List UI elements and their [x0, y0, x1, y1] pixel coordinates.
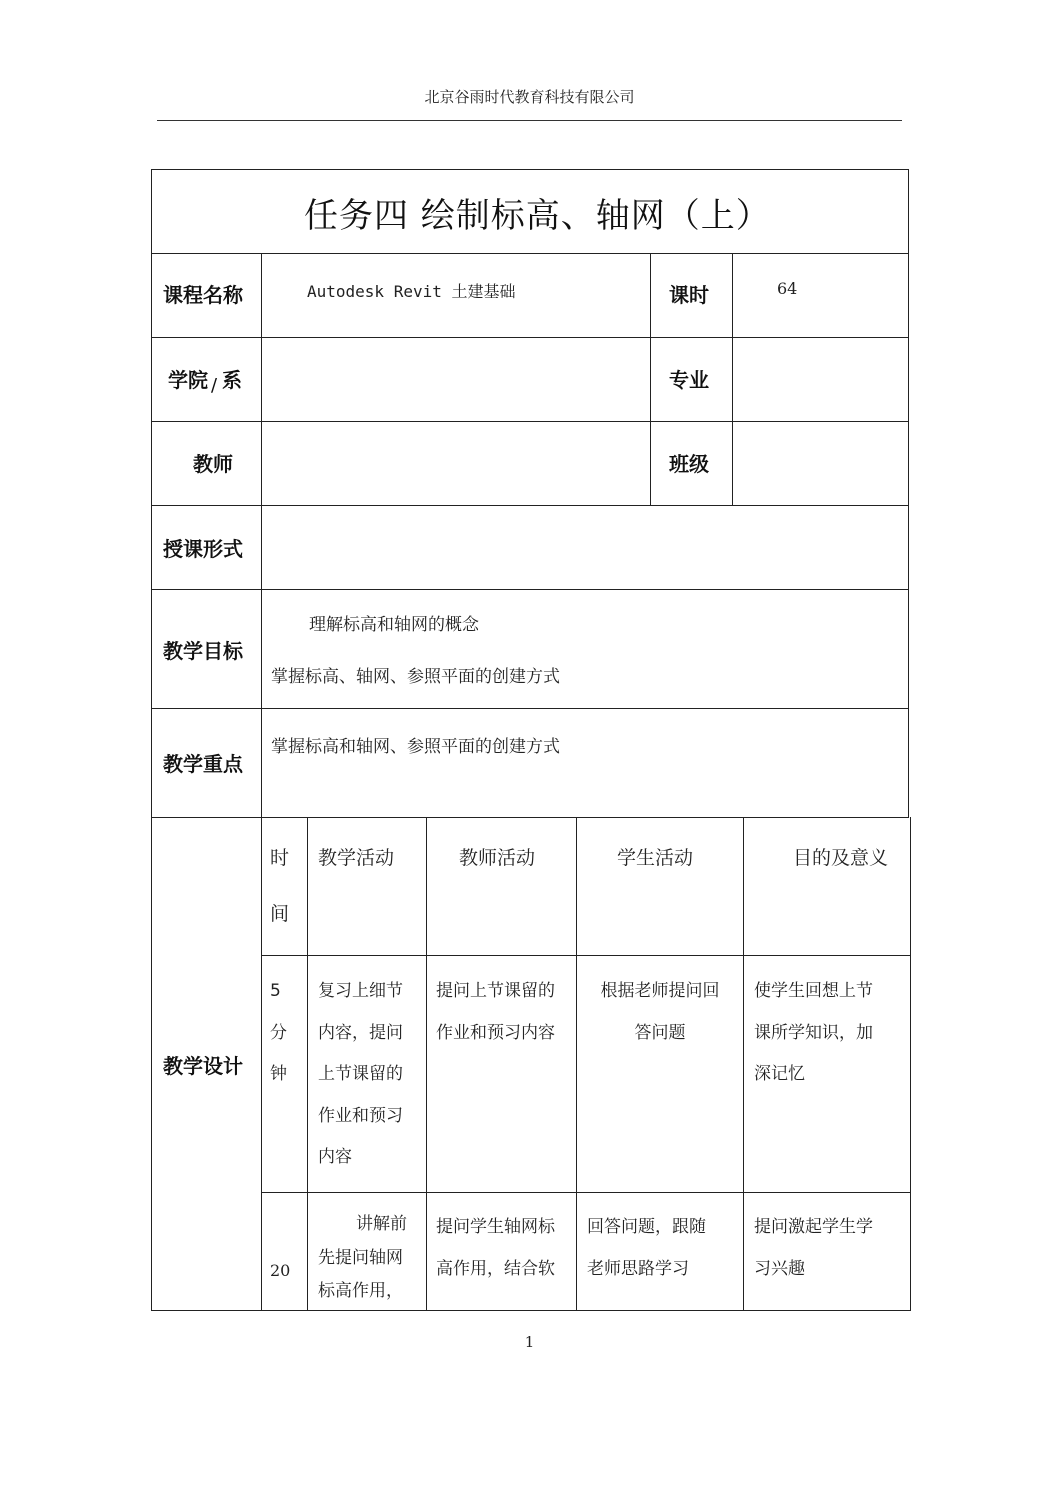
- cell-line: 5: [270, 981, 281, 1001]
- design-row-divider: [262, 955, 911, 956]
- row-divider: [151, 337, 909, 338]
- label-column-divider: [261, 253, 262, 1311]
- row2-teacher-activity: [436, 1207, 555, 1290]
- row-divider: [151, 708, 909, 709]
- lesson-title: 任务四 绘制标高、轴网（上）: [304, 196, 771, 236]
- cell-line: 答问题: [634, 1022, 686, 1043]
- activity-header: 教学活动: [318, 847, 395, 869]
- row1-teacher-activity: [436, 971, 555, 1054]
- cell-line: 内容: [318, 1147, 352, 1167]
- row-divider: [151, 589, 909, 590]
- cell-line: 提问激起学生学: [754, 1217, 873, 1237]
- cell-line: 使学生回想上节: [754, 981, 873, 1001]
- purpose-header: 目的及意义: [793, 847, 889, 869]
- row2-activity: [318, 1204, 407, 1313]
- row2-purpose: [754, 1207, 873, 1290]
- teaching-form-label: 授课形式: [163, 537, 243, 561]
- cell-line: 钟: [270, 1064, 287, 1084]
- teaching-design-label: 教学设计: [163, 1054, 243, 1078]
- hours-value: 64: [777, 279, 798, 298]
- cell-line: 高作用，结合软: [436, 1258, 555, 1279]
- hours-label: 课时: [669, 283, 709, 307]
- row-divider: [151, 817, 909, 818]
- student-activity-header: 学生活动: [617, 847, 694, 869]
- cell-line: 作业和预习: [318, 1105, 403, 1126]
- design-col-divider: [743, 817, 744, 1311]
- cell-line: 分: [270, 1022, 287, 1043]
- teacher-activity-header: 教师活动: [459, 847, 536, 869]
- teaching-focus-label: 教学重点: [163, 752, 243, 776]
- row-divider: [151, 421, 909, 422]
- row-divider: [151, 253, 909, 254]
- class-label: 班级: [669, 452, 709, 476]
- teaching-focus-line: 掌握标高和轴网、参照平面的创建方式: [271, 737, 560, 757]
- cell-line: 习兴趣: [754, 1258, 805, 1279]
- row-divider: [151, 505, 909, 506]
- teaching-goal-label: 教学目标: [163, 639, 243, 663]
- cell-line: 标高作用，: [318, 1281, 403, 1301]
- cell-line: 提问上节课留的: [436, 981, 555, 1001]
- college-separator: /: [211, 375, 218, 396]
- row1-time: [270, 971, 287, 1096]
- cell-line: 上节课留的: [318, 1064, 403, 1084]
- col-divider: [732, 253, 733, 505]
- cell-line: 课所学知识，加: [754, 1022, 873, 1043]
- design-col-divider: [576, 817, 577, 1311]
- row2-time: 20: [270, 1261, 291, 1280]
- row2-student-activity: [587, 1207, 706, 1290]
- cell-line: 作业和预习内容: [436, 1022, 555, 1043]
- time-header: 间: [270, 903, 290, 925]
- col-divider: [650, 253, 651, 505]
- teacher-label: 教师: [193, 452, 233, 476]
- company-name: 北京谷雨时代教育科技有限公司: [424, 88, 635, 106]
- time-header: 时: [270, 847, 290, 869]
- cell-line: 提问学生轴网标: [436, 1217, 555, 1237]
- major-label: 专业: [669, 368, 709, 392]
- table-border-left: [151, 169, 152, 1311]
- cell-line: 老师思路学习: [587, 1258, 689, 1279]
- cell-line: 复习上细节: [318, 981, 403, 1001]
- cell-line: 深记忆: [754, 1064, 805, 1084]
- cell-line: 讲解前: [356, 1214, 407, 1234]
- cell-line: 根据老师提问回: [600, 981, 720, 1001]
- table-border-right-lower: [910, 817, 911, 1311]
- table-border-bottom: [151, 1310, 911, 1311]
- row1-activity: [318, 971, 403, 1179]
- course-name-value: Autodesk Revit 土建基础: [307, 282, 516, 301]
- cell-line: 内容，提问: [318, 1022, 403, 1043]
- design-col-divider: [426, 817, 427, 1311]
- design-col-divider: [307, 817, 308, 1311]
- teaching-goal-line: 理解标高和轴网的概念: [309, 615, 479, 635]
- row1-student-activity: [594, 971, 726, 1054]
- teaching-goal-line: 掌握标高、轴网、参照平面的创建方式: [271, 667, 560, 687]
- header-rule: [157, 120, 902, 121]
- table-border-right: [908, 169, 909, 817]
- department-label: 系: [222, 368, 242, 392]
- course-name-label: 课程名称: [163, 283, 243, 307]
- design-row-divider: [262, 1192, 911, 1193]
- college-label: 学院: [168, 368, 208, 392]
- page-number: 1: [524, 1333, 535, 1351]
- row1-purpose: [754, 971, 873, 1096]
- table-border-top: [151, 169, 909, 170]
- cell-line: 先提问轴网: [318, 1247, 403, 1268]
- cell-line: 回答问题，跟随: [587, 1217, 706, 1237]
